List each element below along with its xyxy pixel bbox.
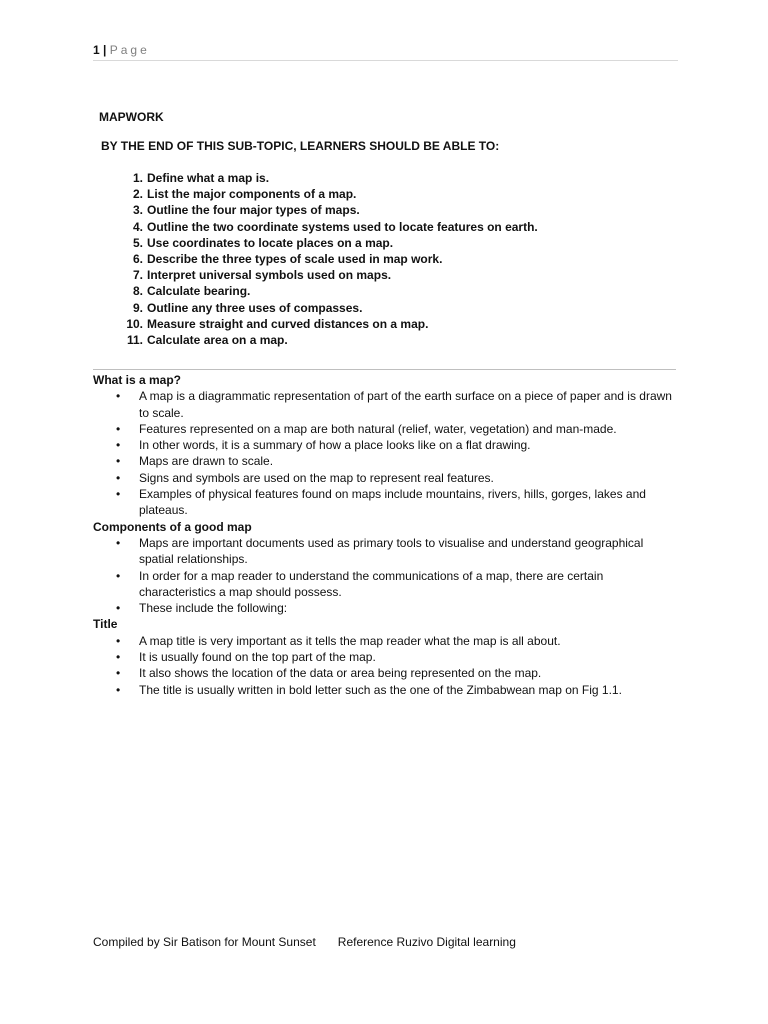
bullet-item: • In order for a map reader to understand the communications of a map, there are certain characteristics a map should possess. [93,568,675,601]
objective-number: 2. [132,187,143,202]
page-header [93,42,678,61]
objective-number: 3. [132,203,143,218]
footer-compiled-by: Compiled by Sir Batison for Mount Sunset [93,935,316,949]
section-heading-components: Components of a good map [93,519,252,534]
objective-text: Outline any three uses of compasses. [147,300,363,315]
bullet-item: • A map is a diagrammatic representation of part of the earth surface on a piece of paper and is drawn to scale. [93,388,675,421]
objective-item [118,300,678,316]
bullet-item: • It is usually found on the top part of the map. [93,649,675,665]
title-bullets [93,633,675,698]
document-title: MAPWORK [99,110,164,124]
objective-text: Measure straight and curved distances on a map. [147,316,429,331]
bullet-item: • Features represented on a map are both natural (relief, water, vegetation) and man-made. [93,421,675,437]
page-label: Page [109,43,150,57]
objective-text: Interpret universal symbols used on maps. [147,268,392,283]
objective-number: 1. [132,171,143,185]
objective-number: 6. [132,251,143,266]
objective-item [118,316,678,332]
section-heading-what-is-a-map: What is a map? [93,373,182,387]
header-separator: | [103,43,107,57]
bullet-item: • Maps are drawn to scale. [93,453,675,469]
bullet-item: • A map title is very important as it tells the map reader what the map is all about. [93,633,675,649]
section-divider [93,369,676,370]
bullet-item: • These include the following: [93,600,675,616]
objective-item [118,251,678,267]
page-footer [93,934,516,950]
components-bullets [93,535,675,616]
section-heading-title: Title [93,617,118,632]
objective-text: List the major components of a map. [147,187,357,202]
objective-item [118,283,678,299]
footer-reference: Reference Ruzivo Digital learning [337,935,516,949]
page-number: 1 [93,43,100,57]
objective-number: 9. [132,300,143,315]
document-body [93,372,675,698]
objective-number: 4. [132,219,143,234]
objective-item [118,332,678,348]
objective-number: 11. [126,332,143,347]
bullet-item: • Signs and symbols are used on the map to represent real features. [93,470,675,486]
objective-text: Use coordinates to locate places on a map. [147,235,394,250]
bullet-item: • Examples of physical features found on maps include mountains, rivers, hills, gorges, lakes and plateaus. [93,486,675,519]
objectives-list [118,170,678,348]
bullet-item: • The title is usually written in bold letter such as the one of the Zimbabwean map on Fig 1.1. [93,682,675,698]
objective-text: Outline the two coordinate systems used to locate features on earth. [147,219,538,234]
objective-number: 8. [132,284,143,299]
objectives-intro: BY THE END OF THIS SUB-TOPIC, LEARNERS SHOULD BE ABLE TO: [101,139,500,153]
bullet-item: • Maps are important documents used as primary tools to visualise and understand geographical spatial relationships. [93,535,675,568]
what-is-a-map-bullets [93,388,675,518]
objective-item [118,202,678,218]
objective-number: 5. [132,235,143,250]
bullet-item: • It also shows the location of the data or area being represented on the map. [93,665,675,681]
objective-text: Define what a map is. [147,171,270,185]
objective-item [118,235,678,251]
objective-number: 7. [132,268,143,283]
objective-text: Calculate bearing. [147,284,251,299]
objective-text: Describe the three types of scale used in map work. [147,251,443,266]
objective-item [118,267,678,283]
objective-number: 10. [126,316,143,331]
objective-item [118,219,678,235]
objective-text: Calculate area on a map. [147,332,288,347]
objective-item [118,186,678,202]
bullet-item: • In other words, it is a summary of how a place looks like on a flat drawing. [93,437,675,453]
objective-item [118,170,678,186]
objective-text: Outline the four major types of maps. [147,203,360,218]
